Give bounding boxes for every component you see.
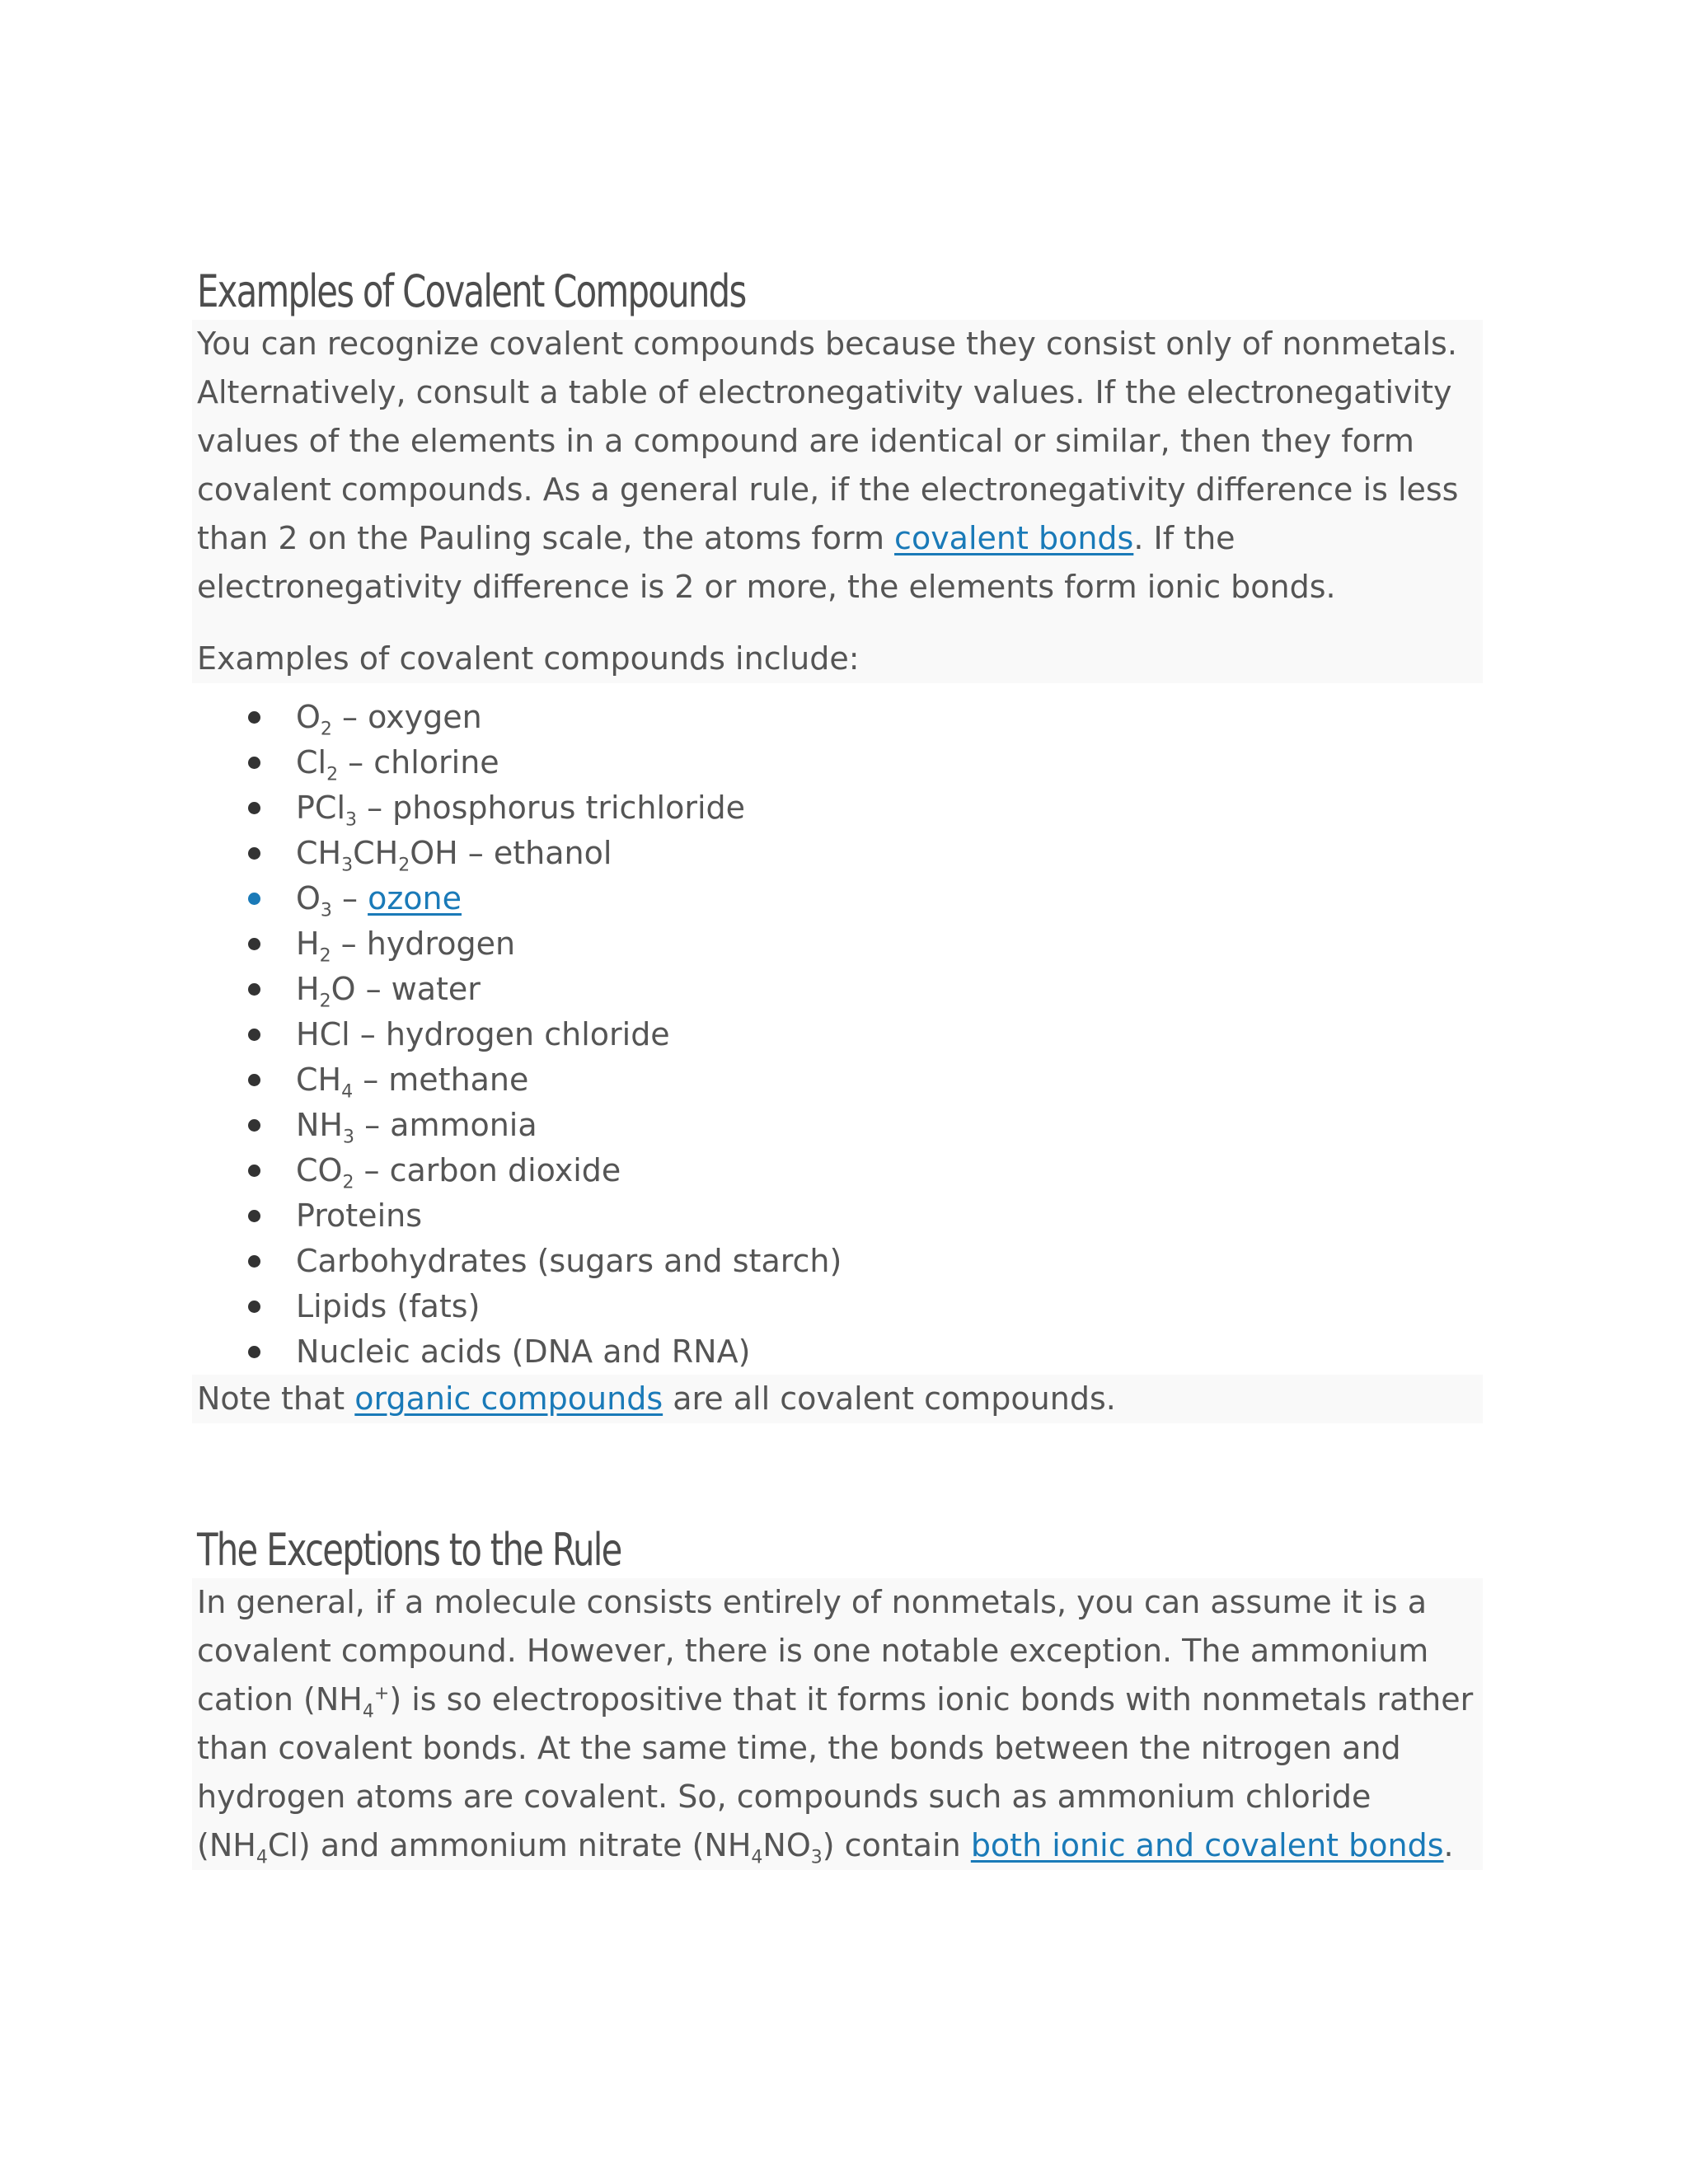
list-item	[197, 785, 1483, 831]
exc-sub-a: 4	[362, 1701, 374, 1722]
item-formula: O	[296, 699, 321, 735]
list-item	[197, 740, 1483, 785]
bullet-icon	[248, 1074, 260, 1086]
item-formula: H	[296, 971, 320, 1007]
examples-list	[197, 695, 1483, 1375]
item-name: – methane	[353, 1062, 529, 1098]
document-page	[197, 264, 1483, 1870]
covalent-bonds-link[interactable]: covalent bonds	[894, 520, 1134, 556]
exc-sub-b: 4	[256, 1847, 268, 1868]
bullet-icon	[248, 938, 260, 950]
exceptions-block	[192, 1578, 1483, 1870]
exc-text-b: ) is so electropositive that it forms ionic bonds with nonmetals rather than covalent bonds. At the same time, the bonds between the nitrogen and hydrogen atoms are covalent. So, compounds such as ammonium chloride (NH	[197, 1681, 1474, 1863]
bullet-icon	[248, 711, 260, 724]
item-subscript: 3	[320, 900, 332, 921]
exc-text-a: In general, if a molecule consists entirely of nonmetals, you can assume it is a covalent compound. However, there is one notable exception. The ammonium cation (NH	[197, 1584, 1429, 1718]
bullet-icon	[248, 847, 260, 860]
item-subscript: 3	[341, 855, 354, 876]
item-name: – hydrogen	[331, 926, 516, 962]
bullet-icon	[248, 1301, 260, 1313]
item-formula: HCl	[296, 1016, 350, 1052]
examples-intro: Examples of covalent compounds include:	[197, 640, 860, 677]
item-name: – carbon dioxide	[354, 1152, 621, 1188]
exc-text-e: ) contain	[822, 1827, 971, 1863]
bullet-icon	[248, 893, 260, 905]
section-heading-covalent-examples: Examples of Covalent Compounds	[197, 265, 746, 317]
section-heading-exceptions: The Exceptions to the Rule	[197, 1524, 621, 1576]
list-item	[197, 1329, 1483, 1375]
item-subscript: 4	[341, 1081, 354, 1103]
item-formula: H	[296, 926, 320, 962]
item-formula: PCl	[296, 790, 346, 826]
bullet-icon	[248, 802, 260, 814]
list-item	[197, 967, 1483, 1012]
exc-text-d: NO	[762, 1827, 811, 1863]
list-item	[197, 1057, 1483, 1103]
item-name: – water	[355, 971, 481, 1007]
item-name: – oxygen	[331, 699, 482, 735]
item-formula: CH	[296, 835, 342, 871]
item-formula: NH	[296, 1107, 343, 1143]
item-name: – phosphorus trichloride	[357, 790, 746, 826]
item-subscript: 3	[343, 1127, 354, 1148]
bullet-icon	[248, 1255, 260, 1268]
list-item	[197, 1012, 1483, 1057]
bullet-icon	[248, 1119, 260, 1132]
item-subscript: 2	[319, 945, 331, 967]
bullet-icon	[248, 757, 260, 769]
item-subscript: 2	[342, 1172, 354, 1193]
item-formula: Lipids (fats)	[296, 1288, 481, 1324]
bullet-icon	[248, 1165, 260, 1177]
intro-block	[192, 320, 1483, 683]
list-item	[197, 831, 1483, 876]
item-formula: Cl	[296, 744, 327, 780]
exc-text-f: .	[1443, 1827, 1454, 1863]
intro-text-b: . If the electronegativity difference is 2 or more, the elements form ionic bonds.	[197, 520, 1336, 605]
item-subscript: 3	[345, 809, 358, 831]
organic-compounds-link[interactable]: organic compounds	[354, 1380, 663, 1417]
list-item	[197, 876, 1483, 921]
list-item	[197, 1239, 1483, 1284]
item-subscript-2: 2	[398, 855, 410, 876]
list-item	[197, 1148, 1483, 1193]
list-item	[197, 1103, 1483, 1148]
note-block	[192, 1375, 1483, 1423]
ionic-covalent-bonds-link[interactable]: both ionic and covalent bonds	[970, 1827, 1444, 1863]
item-name: – ammonia	[354, 1107, 537, 1143]
list-item	[197, 921, 1483, 967]
item-formula: CH	[296, 1062, 342, 1098]
item-formula: Proteins	[296, 1197, 423, 1234]
item-subscript: 2	[320, 719, 332, 740]
bullet-icon	[248, 1210, 260, 1222]
item-name: –	[331, 880, 368, 916]
exc-sub-c: 4	[751, 1847, 763, 1868]
note-text-a: Note that	[197, 1380, 355, 1417]
item-name: – ethanol	[457, 835, 612, 871]
item-formula: Carbohydrates (sugars and starch)	[296, 1243, 842, 1279]
item-subscript: 2	[326, 764, 339, 785]
item-subscript: 2	[319, 991, 331, 1012]
ozone-link[interactable]: ozone	[368, 880, 462, 916]
exceptions-paragraph	[197, 1578, 1478, 1870]
item-formula: O	[296, 880, 321, 916]
note-paragraph	[197, 1375, 1478, 1423]
item-formula-rest: CH	[353, 835, 399, 871]
item-formula-rest-2: OH	[410, 835, 458, 871]
bullet-icon	[248, 1346, 260, 1358]
note-text-b: are all covalent compounds.	[663, 1380, 1116, 1417]
item-formula-rest: O	[331, 971, 356, 1007]
intro-text-a: You can recognize covalent compounds because they consist only of nonmetals. Alternatively, consult a table of electronegativity values. If the electronegativity values of the elements in a compound are identical or similar, then they form covalent compounds. As a general rule, if the electronegativity difference is less than 2 on the Pauling scale, the atoms form	[197, 326, 1459, 556]
list-item	[197, 1193, 1483, 1239]
list-item	[197, 695, 1483, 740]
list-item	[197, 1284, 1483, 1329]
intro-paragraph	[197, 320, 1478, 612]
bullet-icon	[248, 983, 260, 996]
item-name: – chlorine	[338, 744, 499, 780]
item-formula: Nucleic acids (DNA and RNA)	[296, 1333, 751, 1370]
item-formula: CO	[296, 1152, 343, 1188]
bullet-icon	[248, 1029, 260, 1041]
exc-sub-d: 3	[810, 1847, 823, 1868]
item-name: – hydrogen chloride	[349, 1016, 670, 1052]
exc-text-c: Cl) and ammonium nitrate (NH	[267, 1827, 752, 1863]
exc-sup-a: +	[373, 1683, 390, 1704]
